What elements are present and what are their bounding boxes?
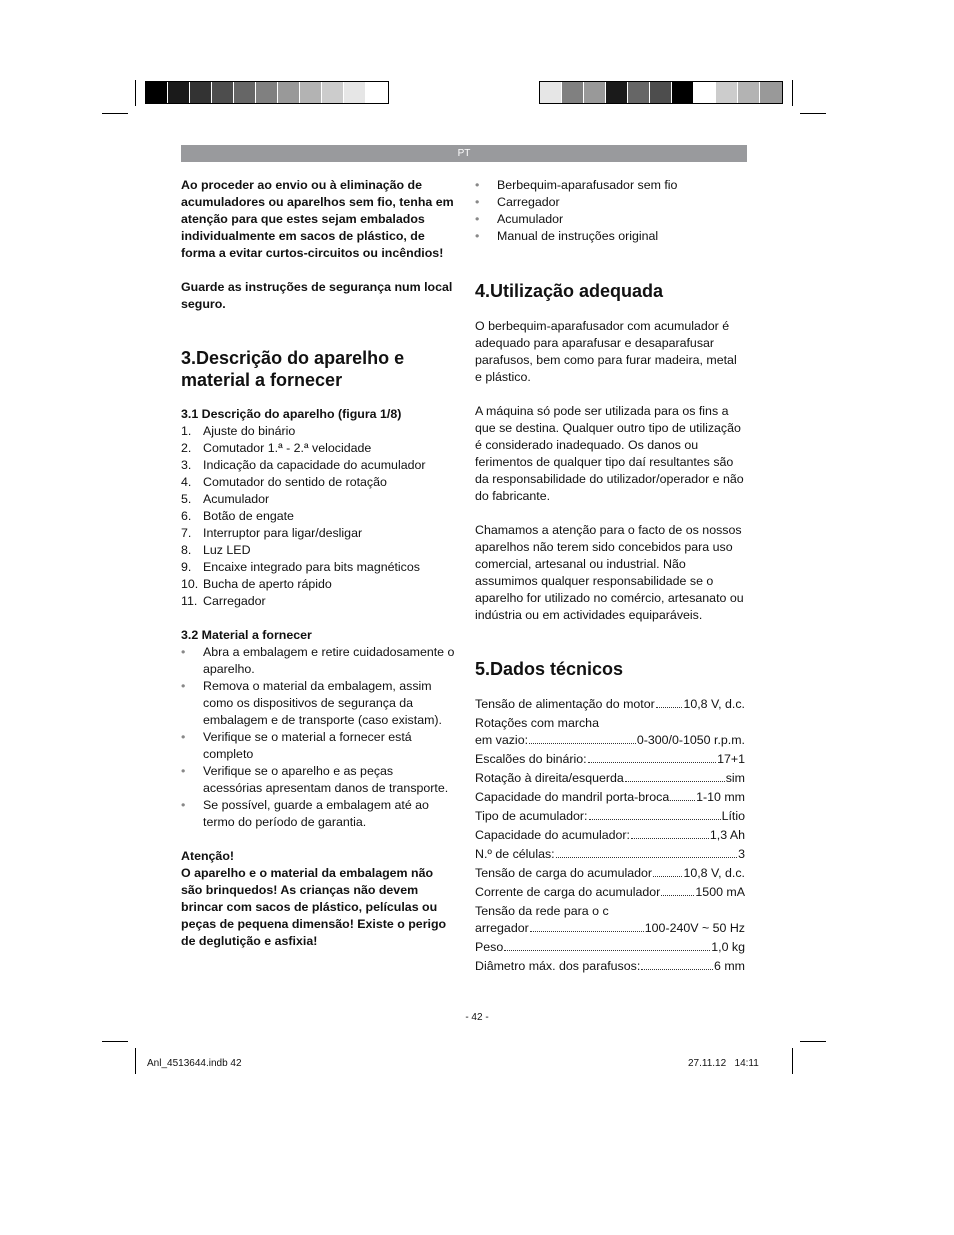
- supply-step: • Verifique se o aparelho e as peças acessórias apresentam danos de transporte.: [181, 763, 455, 797]
- color-bar-left-swatch: [256, 82, 278, 103]
- part-number: 6.: [181, 509, 192, 523]
- part-number: 3.: [181, 458, 192, 472]
- crop-mark: [102, 1041, 128, 1042]
- color-bar-right-swatch: [584, 82, 606, 103]
- part-label: Ajuste do binário: [203, 424, 296, 438]
- attention-title: Atenção!: [181, 849, 235, 863]
- spec-label: Tensão de carga do acumulador: [475, 866, 653, 880]
- usage-paragraph-3: Chamamos a atenção para o facto de os nossos aparelhos não terem sido concebidos para uso comercial, artesanal ou industrial. Não assumimos qualquer responsabilidade se o aparelho for utilizado no comércio, artesanato ou indústria ou em actividades equiparáveis.: [475, 523, 744, 622]
- part-item: [181, 457, 455, 474]
- spec-row: [475, 846, 745, 863]
- section-5-title-text: 5.Dados técnicos: [475, 659, 624, 679]
- leader-dots: [588, 751, 716, 763]
- part-number: 9.: [181, 560, 192, 574]
- spec-row: [475, 751, 745, 768]
- supply-step: • Se possível, guarde a embalagem até ao termo do período de garantia.: [181, 797, 455, 831]
- spec-label-line: Rotações com marcha: [475, 716, 599, 730]
- section-5-title: [475, 658, 745, 680]
- part-number: 2.: [181, 441, 192, 455]
- spec-value: 3: [738, 847, 745, 861]
- color-bar-left-swatch: [366, 82, 388, 103]
- section-3-title-text: 3.Descrição do aparelho e material a fornecer: [181, 348, 405, 390]
- color-bar-right-swatch: [716, 82, 738, 103]
- part-item: [181, 593, 455, 610]
- attention-text: O aparelho e o material da embalagem não são brinquedos! As crianças não devem brincar com sacos de plástico, películas ou peças de pequena dimensão! Existe o perigo de deglutição e asfixia!: [181, 866, 447, 948]
- spec-label: N.º de células:: [475, 847, 555, 861]
- part-item: [181, 423, 455, 440]
- spec-value: 0-300/0-1050 r.p.m.: [636, 733, 745, 747]
- color-bar-right: [539, 81, 783, 104]
- spec-label: Capacidade do acumulador:: [475, 828, 630, 842]
- spec-row: [475, 808, 745, 825]
- tech-specs-table: [475, 696, 745, 975]
- supply-item: • Berbequim-aparafusador sem fio: [475, 177, 745, 194]
- color-bar-left-swatch: [146, 82, 168, 103]
- footer-filename: Anl_4513644.indb 42: [147, 1058, 242, 1069]
- leader-dots: [529, 732, 636, 744]
- color-bar-left-swatch: [278, 82, 300, 103]
- leader-dots: [661, 884, 694, 896]
- spec-label: Escalões do binário:: [475, 752, 587, 766]
- spec-row: [475, 958, 745, 975]
- spec-value: sim: [725, 771, 745, 785]
- part-item: [181, 508, 455, 525]
- spec-row: [475, 903, 745, 937]
- part-number: 5.: [181, 492, 192, 506]
- part-label: Acumulador: [203, 492, 270, 506]
- spec-value: 6 mm: [714, 959, 745, 973]
- parts-list: [181, 423, 455, 610]
- part-label: Bucha de aperto rápido: [203, 577, 332, 591]
- color-bar-left-swatch: [300, 82, 322, 103]
- language-label: PT: [457, 148, 471, 159]
- supply-item: • Manual de instruções original: [475, 228, 745, 245]
- color-bar-left-swatch: [322, 82, 344, 103]
- crop-mark: [792, 1048, 793, 1074]
- warning-keep-instructions: Guarde as instruções de segurança num local seguro.: [181, 280, 453, 311]
- part-number: 1.: [181, 424, 192, 438]
- section-3-title: [181, 347, 455, 391]
- spec-value: 100-240V ~ 50 Hz: [644, 921, 745, 935]
- supply-step: • Remova o material da embalagem, assim como os dispositivos de segurança da embalagem e de transporte (caso existam).: [181, 678, 455, 729]
- section-4-title: [475, 280, 745, 302]
- spec-row: [475, 715, 745, 749]
- supply-step: • Verifique se o material a fornecer está completo: [181, 729, 455, 763]
- spec-value: 1,0 kg: [711, 940, 745, 954]
- color-bar-right-swatch: [628, 82, 650, 103]
- spec-value: 17+1: [717, 752, 745, 766]
- color-bar-left: [145, 81, 389, 104]
- part-number: 7.: [181, 526, 192, 540]
- color-bar-left-swatch: [190, 82, 212, 103]
- leader-dots: [625, 770, 725, 782]
- crop-mark: [102, 113, 128, 114]
- subsection-3-2-title: 3.2 Material a fornecer: [181, 628, 312, 642]
- spec-row: [475, 865, 745, 882]
- part-item: [181, 576, 455, 593]
- color-bar-left-swatch: [234, 82, 256, 103]
- part-item: [181, 542, 455, 559]
- spec-row: [475, 770, 745, 787]
- color-bar-right-swatch: [738, 82, 760, 103]
- left-column: [181, 177, 455, 950]
- leader-dots: [656, 696, 683, 708]
- crop-mark: [800, 1041, 826, 1042]
- color-bar-right-swatch: [650, 82, 672, 103]
- part-item: [181, 440, 455, 457]
- part-label: Comutador 1.ª - 2.ª velocidade: [203, 441, 372, 455]
- crop-mark: [135, 1048, 136, 1074]
- part-label: Botão de engate: [203, 509, 294, 523]
- part-number: 8.: [181, 543, 192, 557]
- leader-dots: [530, 920, 644, 932]
- spec-label: arregador: [475, 921, 529, 935]
- leader-dots: [670, 789, 695, 801]
- page-number: - 42 -: [465, 1012, 489, 1023]
- part-item: [181, 491, 455, 508]
- color-bar-left-swatch: [168, 82, 190, 103]
- part-number: 10.: [181, 577, 199, 591]
- usage-paragraph-1: O berbequim-aparafusador com acumulador é adequado para aparafusar e desaparafusar parafusos, bem como para furar madeira, metal e plástico.: [475, 319, 737, 384]
- spec-label: em vazio:: [475, 733, 529, 747]
- color-bar-right-swatch: [672, 82, 694, 103]
- spec-value: Lítio: [721, 809, 745, 823]
- leader-dots: [653, 865, 682, 877]
- color-bar-right-swatch: [562, 82, 584, 103]
- spec-row: [475, 789, 745, 806]
- section-4-title-text: 4.Utilização adequada: [475, 281, 664, 301]
- supply-item: • Acumulador: [475, 211, 745, 228]
- spec-label: Tensão de alimentação do motor: [475, 697, 655, 711]
- supply-item: • Carregador: [475, 194, 745, 211]
- supply-steps-list: [181, 644, 455, 831]
- color-bar-right-swatch: [760, 82, 782, 103]
- crop-mark: [800, 113, 826, 114]
- footer-date: 27.11.12 14:11: [688, 1058, 759, 1069]
- part-label: Carregador: [203, 594, 266, 608]
- part-item: [181, 525, 455, 542]
- color-bar-left-swatch: [344, 82, 366, 103]
- usage-paragraph-2: A máquina só pode ser utilizada para os fins a que se destina. Qualquer outro tipo de utilização é considerado inadequado. Os danos ou ferimentos de qualquer tipo daí resultantes são da responsabilidade do utilizador/operador e não do fabricante.: [475, 404, 744, 503]
- leader-dots: [631, 827, 709, 839]
- right-column: [475, 177, 745, 977]
- spec-value: 1-10 mm: [696, 790, 745, 804]
- spec-label: Rotação à direita/esquerda: [475, 771, 624, 785]
- spec-label: Capacidade do mandril porta-broca: [475, 790, 670, 804]
- part-item: [181, 559, 455, 576]
- part-label: Indicação da capacidade do acumulador: [203, 458, 426, 472]
- part-number: 11.: [181, 594, 198, 608]
- spec-value: 10,8 V, d.c.: [683, 697, 745, 711]
- part-item: [181, 474, 455, 491]
- leader-dots: [556, 846, 737, 858]
- color-bar-left-swatch: [212, 82, 234, 103]
- part-label: Encaixe integrado para bits magnéticos: [203, 560, 420, 574]
- spec-label: Diâmetro máx. dos parafusos:: [475, 959, 641, 973]
- language-header: [181, 145, 747, 162]
- spec-value: 10,8 V, d.c.: [683, 866, 745, 880]
- supply-items-list: [475, 177, 745, 245]
- spec-label: Tipo de acumulador:: [475, 809, 588, 823]
- supply-step: • Abra a embalagem e retire cuidadosamente o aparelho.: [181, 644, 455, 678]
- leader-dots: [589, 808, 721, 820]
- color-bar-right-swatch: [606, 82, 628, 103]
- leader-dots: [641, 958, 713, 970]
- warning-shipping: Ao proceder ao envio ou à eliminação de acumuladores ou aparelhos sem fio, tenha em atenção para que estes sejam embalados individualmente em sacos de plástico, de forma a evitar curtos-circuitos ou incêndios!: [181, 178, 454, 260]
- spec-row: [475, 939, 745, 956]
- part-label: Comutador do sentido de rotação: [203, 475, 387, 489]
- crop-mark: [135, 80, 136, 106]
- color-bar-right-swatch: [694, 82, 716, 103]
- spec-label: Peso: [475, 940, 504, 954]
- spec-label: Corrente de carga do acumulador: [475, 885, 661, 899]
- color-bar-right-swatch: [540, 82, 562, 103]
- spec-row: [475, 827, 745, 844]
- spec-label-line: Tensão da rede para o c: [475, 904, 609, 918]
- part-number: 4.: [181, 475, 192, 489]
- part-label: Interruptor para ligar/desligar: [203, 526, 363, 540]
- subsection-3-1-title: 3.1 Descrição do aparelho (figura 1/8): [181, 407, 402, 421]
- spec-value: 1500 mA: [695, 885, 745, 899]
- spec-row: [475, 696, 745, 713]
- part-label: Luz LED: [203, 543, 251, 557]
- spec-value: 1,3 Ah: [709, 828, 745, 842]
- crop-mark: [792, 80, 793, 106]
- leader-dots: [504, 939, 710, 951]
- spec-row: [475, 884, 745, 901]
